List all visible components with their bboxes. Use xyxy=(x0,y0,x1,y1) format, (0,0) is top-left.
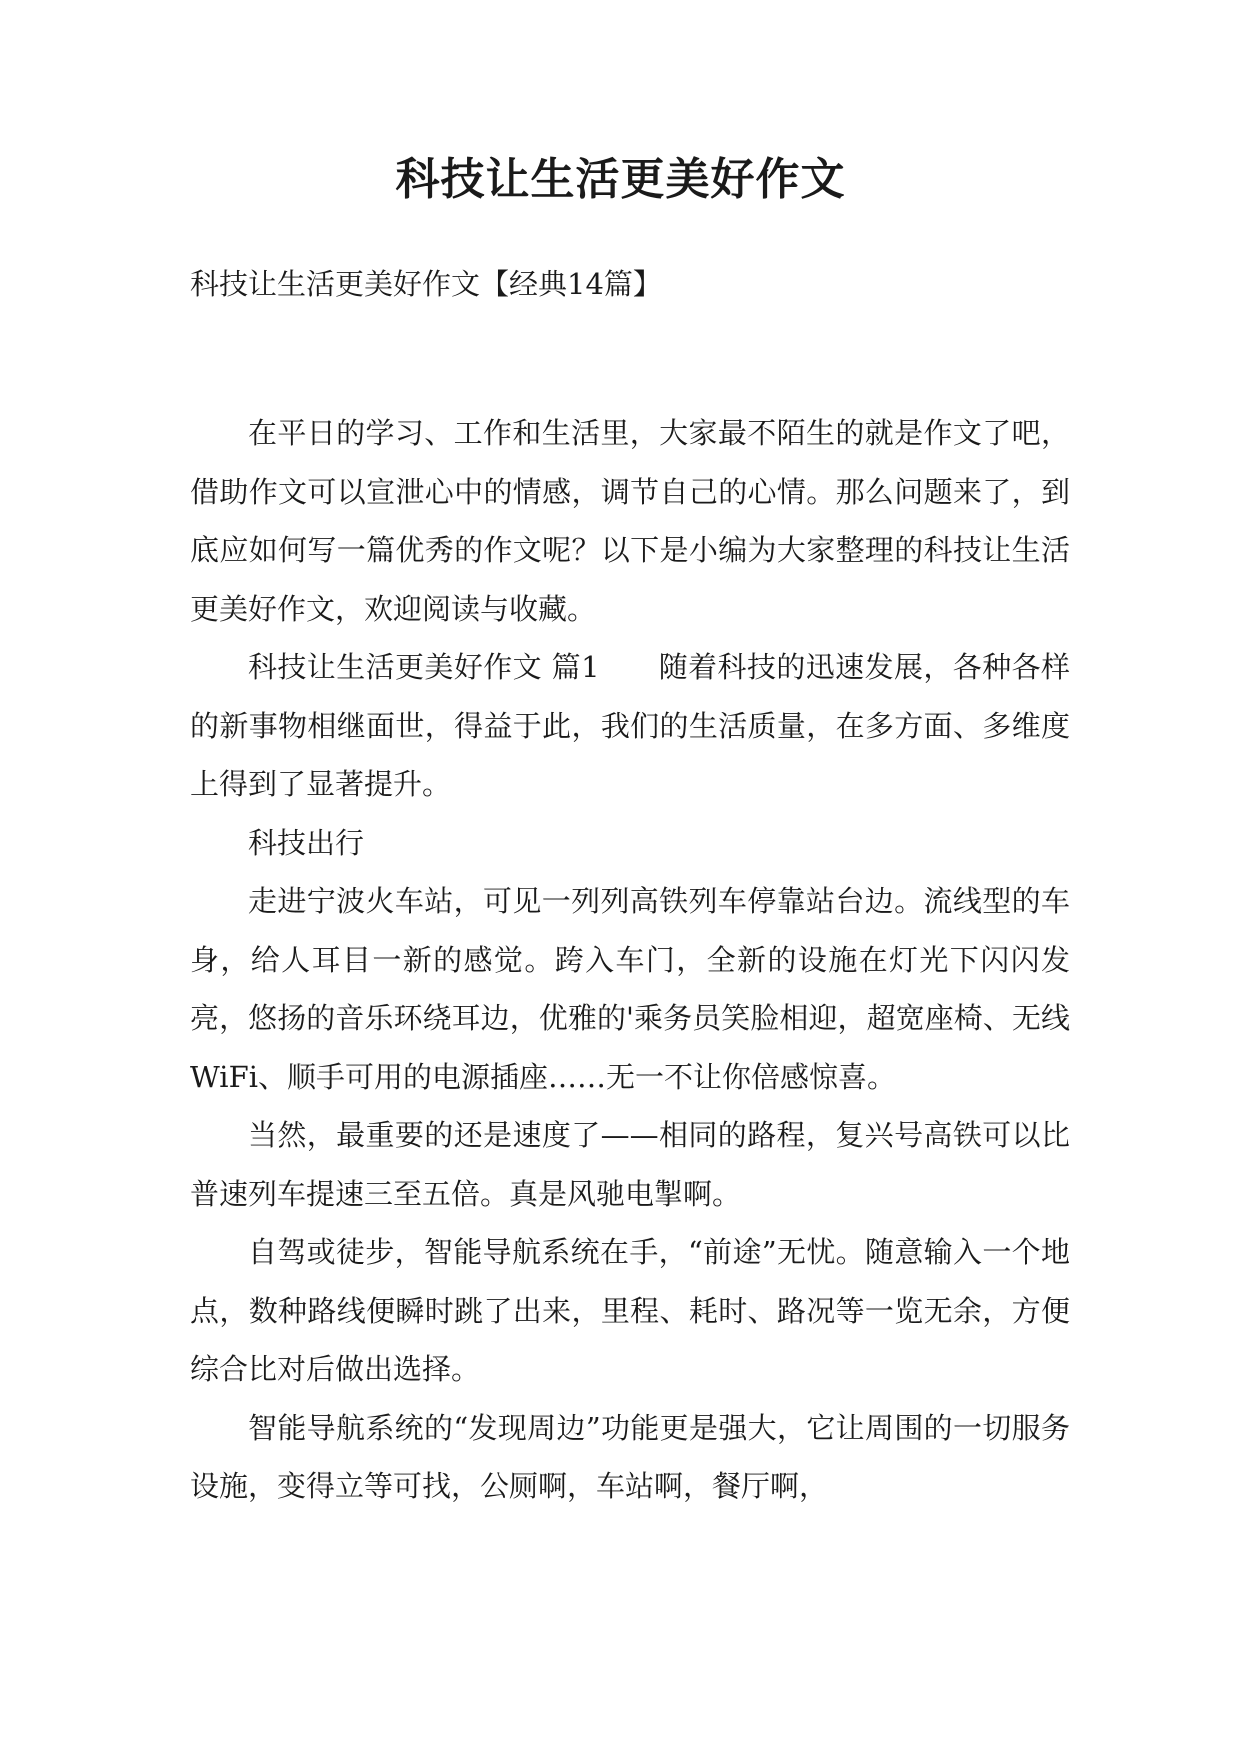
document-subtitle: 科技让生活更美好作文【经典14篇】 xyxy=(190,267,662,301)
section-heading-tech-travel: 科技出行 xyxy=(248,825,365,860)
paragraph-navigation: 自驾或徒步，智能导航系统在手，“前途”无忧。随意输入一个地点，数种路线便瞬时跳了出来，里程、耗时、路况等一览无余，方便综合比对后做出选择。 xyxy=(190,1235,1070,1386)
paragraph-speed: 当然，最重要的还是速度了——相同的路程，复兴号高铁可以比普速列车提速三至五倍。真是风驰电掣啊。 xyxy=(190,1118,1070,1211)
document-title: 科技让生活更美好作文 xyxy=(395,154,846,205)
paragraph-railway-station: 走进宁波火车站，可见一列列高铁列车停靠站台边。流线型的车身，给人耳目一新的感觉。跨入车门，全新的设施在灯光下闪闪发亮，悠扬的音乐环绕耳边，优雅的'乘务员笑脸相迎，超宽座椅、无线WiFi、顺手可用的电源插座……无一不让你倍感惊喜。 xyxy=(190,884,1070,1094)
paragraph-intro: 在平日的学习、工作和生活里，大家最不陌生的就是作文了吧，借助作文可以宣泄心中的情感，调节自己的心情。那么问题来了，到底应如何写一篇优秀的作文呢？以下是小编为大家整理的科技让生活更美好作文，欢迎阅读与收藏。 xyxy=(190,416,1070,626)
paragraph-essay-1-opening: 科技让生活更美好作文 篇1 随着科技的迅速发展，各种各样的新事物相继面世，得益于此，我们的生活质量，在多方面、多维度上得到了显著提升。 xyxy=(190,650,1070,801)
document-body xyxy=(190,404,1070,1516)
paragraph-discover-nearby: 智能导航系统的“发现周边”功能更是强大，它让周围的一切服务设施，变得立等可找，公厕啊，车站啊，餐厅啊， xyxy=(190,1410,1070,1503)
